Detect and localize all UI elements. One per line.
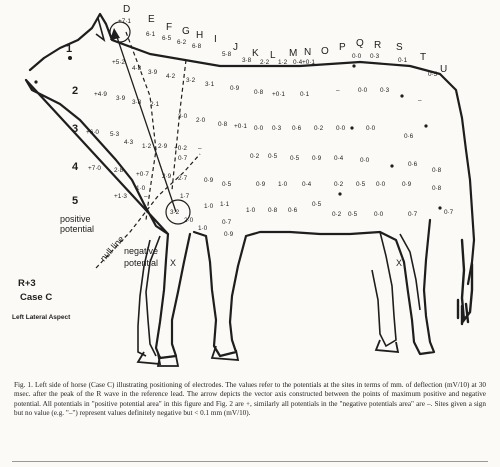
potential-value: 0·3 [370, 53, 380, 60]
potential-value: 3·1 [205, 81, 215, 88]
potential-value: 0·0 [376, 181, 386, 188]
potential-value: 0·0 [352, 53, 362, 60]
aspect-label: Left Lateral Aspect [12, 314, 71, 321]
column-letter: M [289, 48, 298, 59]
potential-value: 0·5 [428, 71, 438, 78]
potential-value: 0·9 [256, 181, 266, 188]
hooves [138, 340, 398, 366]
cross-marker: X [396, 258, 403, 268]
potential-value: 1·2 [278, 59, 288, 66]
potential-value: 2·9 [158, 143, 168, 150]
potential-value: 2·8 [114, 167, 124, 174]
potential-value: 1·0 [246, 207, 256, 214]
potential-value: 1·1 [220, 201, 230, 208]
potential-value: 0·9 [402, 181, 412, 188]
potential-value: 0·6 [404, 133, 414, 140]
potential-value: 0·2 [334, 181, 344, 188]
potential-value: 0·6 [292, 125, 302, 132]
potential-value: 0·0 [374, 211, 384, 218]
potential-value: 1·0 [136, 185, 146, 192]
potential-value: 6·1 [146, 31, 156, 38]
column-letter: J [233, 42, 238, 53]
positive-potential-label: positive [60, 214, 91, 224]
potential-value: 0·9 [224, 231, 234, 238]
row-number: 2 [72, 85, 79, 97]
column-letter: R [374, 40, 382, 51]
potential-value: 3·2 [186, 77, 196, 84]
potential-value: 3·9 [148, 69, 158, 76]
vector-axis-arrow [116, 34, 176, 212]
column-letter: O [321, 46, 329, 57]
potential-value: 2·0 [184, 217, 194, 224]
potential-value: 0·8 [268, 207, 278, 214]
potential-value: +0·1 [234, 123, 247, 130]
column-letter: P [339, 42, 346, 53]
potential-value: 0·6 [408, 161, 418, 168]
potential-value: 4·2 [166, 73, 176, 80]
case-label: Case C [20, 292, 53, 303]
potential-value: 0·7 [444, 209, 454, 216]
potential-value: 0·7 [178, 155, 188, 162]
potential-value: 0·5 [222, 181, 232, 188]
potential-value: 0·8 [254, 89, 264, 96]
potential-value: 4·3 [124, 139, 134, 146]
potential-value: +0·2 [174, 145, 187, 152]
potential-value: 1·0 [278, 181, 288, 188]
potential-value: 0·5 [312, 201, 322, 208]
column-letter: L [270, 50, 276, 61]
column-letter: Q [356, 38, 364, 49]
reference-label: R+3 [18, 278, 36, 289]
potential-value: – [144, 193, 148, 200]
electrode-dots [338, 64, 441, 209]
potential-value: 0·9 [204, 177, 214, 184]
potential-value: – [336, 87, 340, 94]
potential-value: 0·5 [348, 211, 358, 218]
potential-value: 3·8 [242, 57, 252, 64]
negative-potential-label: potential [124, 258, 159, 268]
potential-value: 6·8 [192, 43, 202, 50]
horse-tail [458, 240, 472, 324]
potential-value: 0·9 [230, 85, 240, 92]
potential-value: 0·3 [272, 125, 282, 132]
potential-value: 0·6 [288, 207, 298, 214]
column-letter: H [196, 30, 204, 41]
cross-marker: X [170, 258, 177, 268]
horse-nostril [34, 80, 37, 83]
potential-value: 3·0 [178, 113, 188, 120]
column-letter: U [440, 64, 448, 75]
potential-value: 3·2 [170, 209, 180, 216]
potential-value: 0·0 [360, 157, 370, 164]
horse-eye [68, 56, 72, 60]
potential-value: 0·0 [366, 125, 376, 132]
potential-value: 3·9 [116, 95, 126, 102]
column-letter: S [396, 42, 403, 53]
potential-value: 0·5 [290, 155, 300, 162]
potential-value: 5·8 [222, 51, 232, 58]
potential-value: 0·7 [408, 211, 418, 218]
potential-value: 0·7 [222, 219, 232, 226]
horse-ear [96, 18, 104, 40]
potential-value: +1·3 [114, 193, 127, 200]
potential-value: 2·1 [150, 101, 160, 108]
potential-value: 1·7 [180, 193, 190, 200]
potential-value: 0·0 [336, 125, 346, 132]
potential-value: 6·2 [177, 39, 187, 46]
null-line-label: null line [98, 233, 126, 264]
potential-value: 0·0 [358, 87, 368, 94]
potential-value: 0·2 [332, 211, 342, 218]
potential-value: +0·1 [272, 91, 285, 98]
potential-value: 4·8 [132, 65, 142, 72]
potential-value: +0·1 [302, 59, 315, 66]
potential-value: – [418, 97, 422, 104]
potential-value: +7·0 [88, 165, 101, 172]
potential-value: 0·2 [250, 153, 260, 160]
potential-value: 2·2 [260, 59, 270, 66]
potential-value: +6·0 [86, 129, 99, 136]
column-letter: F [166, 22, 173, 33]
potential-value: +0·7 [136, 171, 149, 178]
potential-value: 6·5 [162, 35, 172, 42]
potential-value: 1·0 [204, 203, 214, 210]
column-letter: I [214, 34, 217, 45]
potential-value: 2·7 [178, 175, 188, 182]
column-letter: N [304, 47, 312, 58]
potential-value: 0·0 [254, 125, 264, 132]
positive-potential-label: potential [60, 224, 95, 234]
potential-value: 0·4 [293, 59, 303, 66]
potential-value: – [198, 145, 202, 152]
potential-value: 0·9 [312, 155, 322, 162]
potential-value: 0·4 [334, 155, 344, 162]
figure-caption: Fig. 1. Left side of horse (Case C) illustrating positioning of electrodes. The values refer to the potentials at the sites in terms of mm. of deflection (mV/10) at 30 msec. after the peak of the R wave in the reference lead. The arrow depicts the vector axis constructed between the points of maximum positive and negative potential. All potentials in "positive potential area" in this figure and Fig. 2 are +, similarly all potentials in the "negative potentials area" are –. Sites given a sign but no value (e.g. "–") represent values definitely negative but < 0.1 mm (mV/10). [14, 381, 486, 418]
potential-value: 2·0 [196, 117, 206, 124]
potential-value: 0·1 [398, 57, 408, 64]
column-letter: T [420, 52, 427, 63]
potential-value: 2·9 [162, 173, 172, 180]
potential-value: 0·5 [268, 153, 278, 160]
potential-value: +4·9 [94, 91, 107, 98]
potential-value: 0·8 [432, 185, 442, 192]
potential-value: 0·2 [314, 125, 324, 132]
potential-value: 5·3 [110, 131, 120, 138]
caption-divider [12, 461, 488, 462]
potential-value: 3·8 [132, 99, 142, 106]
potential-value-vector: +7·1 [118, 18, 131, 25]
potential-value: 0·1 [300, 91, 310, 98]
row-number: 4 [72, 161, 79, 173]
potential-value: 0·8 [218, 121, 228, 128]
potential-value: +5·2 [112, 59, 125, 66]
potential-value: 0·4 [302, 181, 312, 188]
column-letter: E [148, 14, 155, 25]
row-number: 5 [72, 195, 79, 207]
column-letter: K [252, 48, 259, 59]
potential-value: 0·8 [432, 167, 442, 174]
column-letter: D [123, 4, 131, 15]
potential-value: 1·0 [198, 225, 208, 232]
row-number: 3 [72, 123, 79, 135]
negative-potential-label: negative [124, 246, 159, 256]
column-letter: G [182, 26, 190, 37]
potential-value: 1·2 [142, 143, 152, 150]
potential-value: 0·5 [356, 181, 366, 188]
potential-value: 0·3 [380, 87, 390, 94]
row-number: 1 [66, 43, 73, 55]
